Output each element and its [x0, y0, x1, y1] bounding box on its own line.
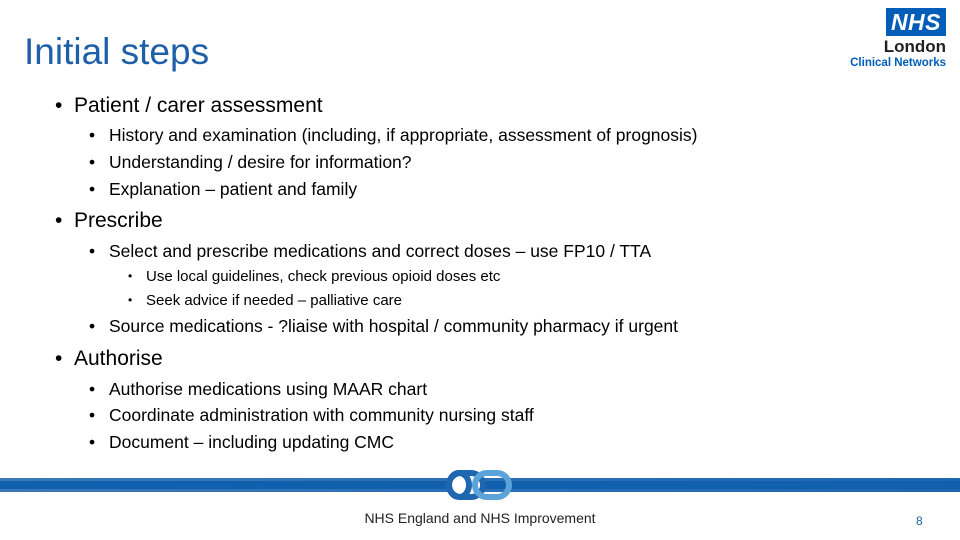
footer-text: NHS England and NHS Improvement [364, 510, 596, 526]
bullet-prescribe: • Prescribe [74, 209, 163, 233]
chain-link-icon [446, 469, 512, 501]
nhs-badge: NHS [886, 8, 946, 36]
nhs-london-logo [846, 8, 946, 71]
bullet-understanding: • Understanding / desire for information? [109, 152, 412, 173]
bullet-authorise: • Authorise [74, 347, 163, 371]
logo-region: London [883, 37, 946, 56]
bullet-source-medications: • Source medications - ?liaise with hospital / community pharmacy if urgent [109, 316, 678, 337]
bullet-maar-chart: • Authorise medications using MAAR chart [109, 379, 427, 400]
logo-network: Clinical Networks [850, 57, 946, 69]
bullet-document: • Document – including updating CMC [109, 432, 394, 453]
bullet-select-prescribe: • Select and prescribe medications and correct doses – use FP10 / TTA [109, 241, 651, 262]
bullet-patient-assessment: • Patient / carer assessment [74, 94, 323, 118]
bullet-seek-advice: • Seek advice if needed – palliative care [146, 292, 402, 309]
bullet-coordinate: • Coordinate administration with community nursing staff [109, 405, 534, 426]
bullet-explanation: • Explanation – patient and family [109, 179, 357, 200]
page-number: 8 [916, 514, 923, 528]
bullet-history-examination: • History and examination (including, if appropriate, assessment of prognosis) [109, 125, 698, 146]
slide-title: Initial steps [24, 31, 210, 72]
bullet-local-guidelines: • Use local guidelines, check previous opioid doses etc [146, 268, 500, 285]
